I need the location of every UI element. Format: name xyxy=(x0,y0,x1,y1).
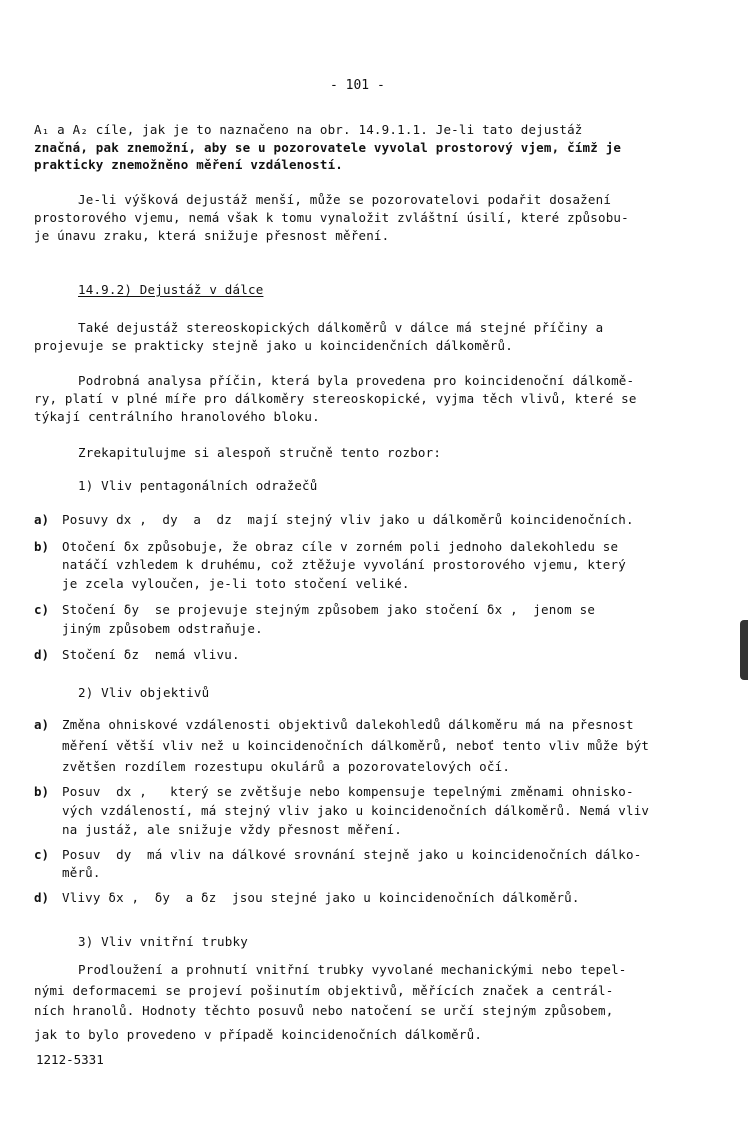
text-line: Zrekapitulujme si alespoň stručně tento rozbor: xyxy=(78,445,442,460)
text-line: Je-li výšková dejustáž menší, může se pozorovatelovi podařit dosažení xyxy=(78,192,612,207)
list-item: Vlivy δx , δy a δz jsou stejné jako u koincidenočních dálkoměrů. xyxy=(62,890,580,905)
list-item: Otočení δx způsobuje, že obraz cíle v zorném poli jednoho dalekohledu se xyxy=(62,539,619,554)
text-line: měření větší vliv než u koincidenočních dálkoměrů, neboť tento vliv může být xyxy=(62,738,650,753)
document-code: 1212-5331 xyxy=(36,1052,104,1067)
list-label: d) xyxy=(34,647,50,662)
list-item: Stočení δy se projevuje stejným způsobem jako stočení δx , jenom se xyxy=(62,602,596,617)
list-label: c) xyxy=(34,847,50,862)
list-label: b) xyxy=(34,784,50,799)
text-line: A₁ a A₂ cíle, jak je to naznačeno na obr. 14.9.1.1. Je-li tato dejustáž xyxy=(34,122,583,137)
subsection-heading: 1) Vliv pentagonálních odražečů xyxy=(78,478,318,493)
text-line: jiným způsobem odstraňuje. xyxy=(62,621,263,636)
text-line: je únavu zraku, která snižuje přesnost měření. xyxy=(34,228,390,243)
text-line: jak to bylo provedeno v případě koincidenočních dálkoměrů. xyxy=(34,1027,483,1042)
text-line: ry, platí v plné míře pro dálkoměry stereoskopické, vyjma těch vlivů, které se xyxy=(34,391,637,406)
list-item: Posuv dy má vliv na dálkové srovnání stejně jako u koincidenočních dálko- xyxy=(62,847,642,862)
text-line: Podrobná analysa příčin, která byla provedena pro koincidenoční dálkomě- xyxy=(78,373,635,388)
list-item: Změna ohniskové vzdálenosti objektivů dalekohledů dálkoměru má na přesnost xyxy=(62,717,634,732)
text-line: zvětšen rozdílem rozestupu okulárů a pozorovatelových očí. xyxy=(62,759,511,774)
list-label: a) xyxy=(34,717,50,732)
scan-edge-mark xyxy=(740,620,748,680)
text-line: na justáž, ale snižuje vždy přesnost měření. xyxy=(62,822,402,837)
list-label: c) xyxy=(34,602,50,617)
text-line: ních hranolů. Hodnoty těchto posuvů nebo natočení se určí stejným způsobem, xyxy=(34,1003,614,1018)
text-line: prostorového vjemu, nemá však k tomu vynaložit zvláštní úsilí, které způsobu- xyxy=(34,210,629,225)
text-line: vých vzdáleností, má stejný vliv jako u koincidenočních dálkoměrů. Nemá vliv xyxy=(62,803,650,818)
text-line: Prodloužení a prohnutí vnitřní trubky vyvolané mechanickými nebo tepel- xyxy=(78,962,627,977)
text-line: prakticky znemožněno měření vzdáleností. xyxy=(34,157,344,172)
list-label: b) xyxy=(34,539,50,554)
text-line: týkají centrálního hranolového bloku. xyxy=(34,409,320,424)
subsection-heading: 3) Vliv vnitřní trubky xyxy=(78,934,248,949)
text-line: měrů. xyxy=(62,865,101,880)
subsection-heading: 2) Vliv objektivů xyxy=(78,685,210,700)
text-line: je zcela vyloučen, je-li toto stočení veliké. xyxy=(62,576,410,591)
list-item: Posuvy dx , dy a dz mají stejný vliv jako u dálkoměrů koincidenočních. xyxy=(62,512,634,527)
list-item: Stočení δz nemá vlivu. xyxy=(62,647,240,662)
text-line: projevuje se prakticky stejně jako u koincidenčních dálkoměrů. xyxy=(34,338,513,353)
page-number: - 101 - xyxy=(330,78,385,93)
list-label: d) xyxy=(34,890,50,905)
text-line: natáčí vzhledem k druhému, což ztěžuje vyvolání prostorového vjemu, který xyxy=(62,557,626,572)
text-line: značná, pak znemožní, aby se u pozorovatele vyvolal prostorový vjem, čímž je xyxy=(34,140,622,155)
text-line: Také dejustáž stereoskopických dálkoměrů v dálce má stejné příčiny a xyxy=(78,320,604,335)
list-label: a) xyxy=(34,512,50,527)
text-line: nými deformacemi se projeví pošinutím objektivů, měřících značek a centrál- xyxy=(34,983,614,998)
section-heading: 14.9.2) Dejustáž v dálce xyxy=(78,282,264,297)
list-item: Posuv dx , který se zvětšuje nebo kompensuje tepelnými změnami ohnisko- xyxy=(62,784,634,799)
